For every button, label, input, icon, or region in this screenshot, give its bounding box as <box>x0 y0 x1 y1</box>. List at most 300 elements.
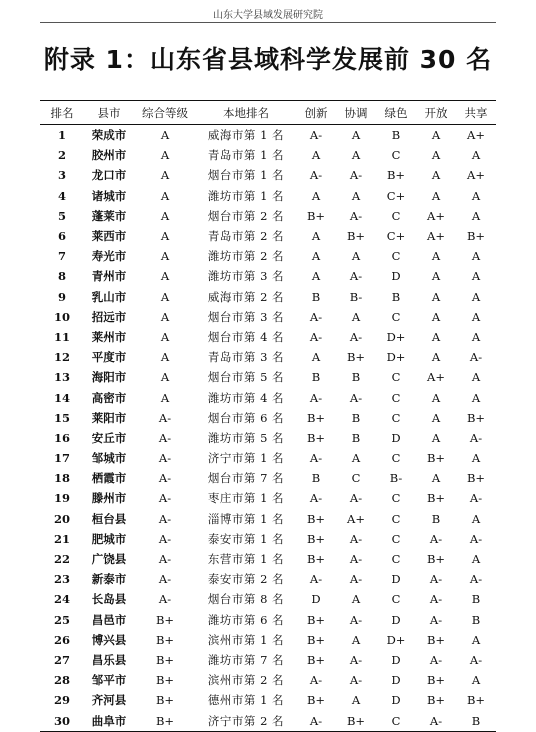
header-green: 绿色 <box>376 101 416 125</box>
rank-cell: 22 <box>53 552 70 567</box>
county-cell: 新泰市 <box>91 572 127 587</box>
county-cell: 广饶县 <box>91 552 127 567</box>
coordination-cell: A- <box>349 612 363 627</box>
rank-cell: 2 <box>57 148 66 163</box>
coordination-cell: B+ <box>346 229 366 244</box>
county-cell: 昌邑市 <box>91 612 127 627</box>
local-rank-cell: 青岛市第 3 名 <box>207 350 285 365</box>
sharing-cell: A- <box>469 572 483 587</box>
header-sharing: 共享 <box>456 101 496 125</box>
openness-cell: A- <box>429 592 443 607</box>
green-cell: C <box>391 531 401 546</box>
local-rank-cell: 烟台市第 4 名 <box>207 329 285 344</box>
header-rank: 排名 <box>40 101 84 125</box>
county-cell: 博兴县 <box>91 632 127 647</box>
county-cell: 桓台县 <box>91 511 127 526</box>
green-cell: D <box>391 572 401 587</box>
overall-grade-cell: B+ <box>155 612 175 627</box>
sharing-cell: A- <box>469 531 483 546</box>
openness-cell: B+ <box>426 693 446 708</box>
county-cell: 昌乐县 <box>91 652 127 667</box>
local-rank-cell: 烟台市第 2 名 <box>207 208 285 223</box>
local-rank-cell: 东营市第 1 名 <box>207 552 285 567</box>
overall-grade-cell: A- <box>158 592 172 607</box>
rank-cell: 20 <box>53 511 70 526</box>
county-cell: 肥城市 <box>91 531 127 546</box>
coordination-cell: A- <box>349 572 363 587</box>
green-cell: C <box>391 511 401 526</box>
innovation-cell: B <box>311 289 321 304</box>
openness-cell: A <box>431 410 441 425</box>
coordination-cell: A- <box>349 208 363 223</box>
overall-grade-cell: A- <box>158 451 172 466</box>
rank-cell: 8 <box>57 269 66 284</box>
local-rank-cell: 潍坊市第 7 名 <box>207 652 285 667</box>
local-rank-cell: 潍坊市第 2 名 <box>207 249 285 264</box>
sharing-cell: A <box>471 632 481 647</box>
green-cell: B- <box>389 471 403 486</box>
openness-cell: A <box>431 128 441 143</box>
overall-grade-cell: A <box>160 309 170 324</box>
green-cell: D <box>391 652 401 667</box>
table-row <box>40 509 496 529</box>
local-rank-cell: 德州市第 1 名 <box>207 693 285 708</box>
coordination-cell: A <box>351 451 361 466</box>
rank-cell: 25 <box>53 612 70 627</box>
overall-grade-cell: A <box>160 329 170 344</box>
sharing-cell: B+ <box>466 471 486 486</box>
openness-cell: A <box>431 430 441 445</box>
coordination-cell: A <box>351 309 361 324</box>
county-cell: 栖霞市 <box>91 471 127 486</box>
sharing-cell: A <box>471 249 481 264</box>
county-cell: 莱州市 <box>91 329 127 344</box>
rank-cell: 24 <box>53 592 70 607</box>
openness-cell: A <box>431 148 441 163</box>
table-row <box>40 690 496 710</box>
local-rank-cell: 滨州市第 2 名 <box>207 673 285 688</box>
table-row <box>40 246 496 266</box>
table-row <box>40 287 496 307</box>
local-rank-cell: 烟台市第 5 名 <box>207 370 285 385</box>
sharing-cell: A <box>471 208 481 223</box>
coordination-cell: B <box>351 430 361 445</box>
table-row <box>40 226 496 246</box>
green-cell: C <box>391 592 401 607</box>
innovation-cell: A- <box>309 168 323 183</box>
table-row <box>40 670 496 690</box>
county-cell: 长岛县 <box>91 592 127 607</box>
openness-cell: B <box>431 511 441 526</box>
openness-cell: A- <box>429 652 443 667</box>
openness-cell: A <box>431 471 441 486</box>
county-cell: 滕州市 <box>91 491 127 506</box>
county-cell: 邹平市 <box>91 673 127 688</box>
rank-cell: 15 <box>53 410 70 425</box>
table-row <box>40 125 496 146</box>
county-cell: 寿光市 <box>91 249 127 264</box>
overall-grade-cell: A <box>160 208 170 223</box>
county-cell: 荣成市 <box>91 128 127 143</box>
local-rank-cell: 烟台市第 7 名 <box>207 471 285 486</box>
overall-grade-cell: A- <box>158 572 172 587</box>
openness-cell: A <box>431 168 441 183</box>
coordination-cell: A- <box>349 652 363 667</box>
innovation-cell: A- <box>309 390 323 405</box>
coordination-cell: A <box>351 128 361 143</box>
local-rank-cell: 烟台市第 3 名 <box>207 309 285 324</box>
green-cell: D <box>391 269 401 284</box>
rank-cell: 5 <box>57 208 66 223</box>
innovation-cell: A <box>311 148 321 163</box>
overall-grade-cell: A- <box>158 410 172 425</box>
sharing-cell: A <box>471 451 481 466</box>
sharing-cell: A <box>471 552 481 567</box>
coordination-cell: A- <box>349 491 363 506</box>
overall-grade-cell: B+ <box>155 673 175 688</box>
openness-cell: A <box>431 188 441 203</box>
rank-cell: 29 <box>53 693 70 708</box>
rank-cell: 27 <box>53 652 70 667</box>
header-openness: 开放 <box>416 101 456 125</box>
openness-cell: A <box>431 289 441 304</box>
table-body <box>40 125 496 732</box>
openness-cell: B+ <box>426 673 446 688</box>
sharing-cell: A <box>471 390 481 405</box>
county-cell: 蓬莱市 <box>91 208 127 223</box>
sharing-cell: B <box>471 612 481 627</box>
green-cell: C <box>391 148 401 163</box>
openness-cell: B+ <box>426 491 446 506</box>
coordination-cell: A <box>351 188 361 203</box>
county-cell: 齐河县 <box>91 693 127 708</box>
table-row <box>40 206 496 226</box>
green-cell: C <box>391 309 401 324</box>
innovation-cell: A- <box>309 572 323 587</box>
openness-cell: B+ <box>426 632 446 647</box>
sharing-cell: A <box>471 309 481 324</box>
local-rank-cell: 枣庄市第 1 名 <box>207 491 285 506</box>
rank-cell: 9 <box>57 289 66 304</box>
sharing-cell: B+ <box>466 229 486 244</box>
rank-cell: 3 <box>57 168 66 183</box>
openness-cell: A- <box>429 612 443 627</box>
overall-grade-cell: A <box>160 188 170 203</box>
green-cell: D <box>391 430 401 445</box>
table-row <box>40 488 496 508</box>
table-row <box>40 428 496 448</box>
local-rank-cell: 滨州市第 1 名 <box>207 632 285 647</box>
innovation-cell: A- <box>309 309 323 324</box>
green-cell: D <box>391 673 401 688</box>
county-cell: 高密市 <box>91 390 127 405</box>
green-cell: B <box>391 289 401 304</box>
rank-cell: 26 <box>53 632 70 647</box>
sharing-cell: A <box>471 269 481 284</box>
coordination-cell: B+ <box>346 350 366 365</box>
sharing-cell: B+ <box>466 410 486 425</box>
table-row <box>40 650 496 670</box>
green-cell: D+ <box>386 329 406 344</box>
rank-cell: 23 <box>53 572 70 587</box>
table-row <box>40 347 496 367</box>
table-row <box>40 186 496 206</box>
green-cell: C <box>391 370 401 385</box>
innovation-cell: B+ <box>306 632 326 647</box>
table-row <box>40 327 496 347</box>
innovation-cell: A <box>311 269 321 284</box>
table-row <box>40 468 496 488</box>
coordination-cell: A+ <box>347 511 365 526</box>
table-row <box>40 387 496 407</box>
local-rank-cell: 济宁市第 1 名 <box>207 451 285 466</box>
green-cell: B <box>391 128 401 143</box>
overall-grade-cell: A- <box>158 430 172 445</box>
table-row <box>40 630 496 650</box>
local-rank-cell: 威海市第 1 名 <box>207 128 285 143</box>
local-rank-cell: 淄博市第 1 名 <box>207 511 285 526</box>
openness-cell: A- <box>429 531 443 546</box>
coordination-cell: B+ <box>336 710 376 731</box>
table-row <box>40 549 496 569</box>
table-row <box>40 307 496 327</box>
table-row <box>40 569 496 589</box>
page-title: 附录 1：山东省县域科学发展前 30 名 <box>43 45 493 74</box>
sharing-cell: A+ <box>467 168 485 183</box>
green-cell: C <box>391 552 401 567</box>
rank-cell: 4 <box>57 188 66 203</box>
overall-grade-cell: A- <box>158 531 172 546</box>
local-rank-cell: 青岛市第 1 名 <box>207 148 285 163</box>
innovation-cell: B+ <box>306 511 326 526</box>
county-cell: 邹城市 <box>91 451 127 466</box>
header-innovation: 创新 <box>296 101 336 125</box>
innovation-cell: A <box>311 188 321 203</box>
rank-cell: 11 <box>53 329 70 344</box>
rank-cell: 16 <box>53 430 70 445</box>
innovation-cell: A- <box>309 329 323 344</box>
green-cell: C <box>376 710 416 731</box>
coordination-cell: A <box>351 693 361 708</box>
county-cell: 青州市 <box>91 269 127 284</box>
sharing-cell: A <box>471 329 481 344</box>
local-rank-cell: 泰安市第 2 名 <box>207 572 285 587</box>
overall-grade-cell: A <box>160 229 170 244</box>
green-cell: C <box>391 491 401 506</box>
openness-cell: A <box>431 329 441 344</box>
rank-cell: 1 <box>57 128 66 143</box>
county-cell: 龙口市 <box>91 168 127 183</box>
rank-cell: 21 <box>53 531 70 546</box>
green-cell: D <box>391 612 401 627</box>
rank-cell: 10 <box>53 309 70 324</box>
sharing-cell: A- <box>469 491 483 506</box>
table-row <box>40 448 496 468</box>
coordination-cell: A <box>351 592 361 607</box>
overall-grade-cell: B+ <box>155 693 175 708</box>
overall-grade-cell: B+ <box>134 710 196 731</box>
green-cell: C+ <box>386 229 406 244</box>
openness-cell: A- <box>416 710 456 731</box>
innovation-cell: A <box>311 249 321 264</box>
header-coordination: 协调 <box>336 101 376 125</box>
local-rank-cell: 威海市第 2 名 <box>207 289 285 304</box>
coordination-cell: A <box>351 148 361 163</box>
coordination-cell: A- <box>349 168 363 183</box>
rank-cell: 19 <box>53 491 70 506</box>
openness-cell: A <box>431 249 441 264</box>
overall-grade-cell: B+ <box>155 652 175 667</box>
rank-cell: 12 <box>53 350 70 365</box>
openness-cell: B+ <box>426 451 446 466</box>
innovation-cell: B+ <box>306 208 326 223</box>
openness-cell: A+ <box>427 229 445 244</box>
table-row <box>40 367 496 387</box>
innovation-cell: B+ <box>306 652 326 667</box>
coordination-cell: A- <box>349 531 363 546</box>
rank-cell: 14 <box>53 390 70 405</box>
innovation-cell: A- <box>309 491 323 506</box>
openness-cell: A <box>431 309 441 324</box>
ranking-table <box>40 100 496 732</box>
overall-grade-cell: A- <box>158 491 172 506</box>
innovation-cell: A- <box>296 710 336 731</box>
table-row <box>40 610 496 630</box>
local-rank-cell: 烟台市第 1 名 <box>207 168 285 183</box>
county-cell: 曲阜市 <box>84 710 134 731</box>
innovation-cell: B+ <box>306 430 326 445</box>
overall-grade-cell: A <box>160 128 170 143</box>
coordination-cell: B <box>351 410 361 425</box>
overall-grade-cell: A <box>160 350 170 365</box>
county-cell: 胶州市 <box>91 148 127 163</box>
table-row <box>40 266 496 286</box>
sharing-cell: B+ <box>466 693 486 708</box>
green-cell: C <box>391 249 401 264</box>
innovation-cell: B+ <box>306 612 326 627</box>
county-cell: 平度市 <box>91 350 127 365</box>
green-cell: B+ <box>386 168 406 183</box>
coordination-cell: A- <box>349 390 363 405</box>
table-row <box>40 589 496 609</box>
innovation-cell: B+ <box>306 693 326 708</box>
table-row <box>40 145 496 165</box>
local-rank-cell: 青岛市第 2 名 <box>207 229 285 244</box>
coordination-cell: A <box>351 632 361 647</box>
green-cell: D <box>391 693 401 708</box>
local-rank-cell: 泰安市第 1 名 <box>207 531 285 546</box>
coordination-cell: A- <box>349 552 363 567</box>
county-cell: 莱阳市 <box>91 410 127 425</box>
green-cell: C <box>391 390 401 405</box>
rank-cell: 13 <box>53 370 70 385</box>
openness-cell: A <box>431 269 441 284</box>
overall-grade-cell: B+ <box>155 632 175 647</box>
sharing-cell: A <box>471 148 481 163</box>
local-rank-cell: 烟台市第 6 名 <box>207 410 285 425</box>
table-row <box>40 165 496 185</box>
overall-grade-cell: A- <box>158 511 172 526</box>
rank-cell: 28 <box>53 673 70 688</box>
sharing-cell: A- <box>469 350 483 365</box>
local-rank-cell: 潍坊市第 6 名 <box>207 612 285 627</box>
sharing-cell: B <box>471 592 481 607</box>
coordination-cell: B <box>351 370 361 385</box>
rank-cell: 17 <box>53 451 70 466</box>
green-cell: D+ <box>386 350 406 365</box>
innovation-cell: A <box>311 229 321 244</box>
sharing-cell: A <box>471 673 481 688</box>
header-overall-grade: 综合等级 <box>134 101 196 125</box>
county-cell: 招远市 <box>91 309 127 324</box>
rank-cell: 7 <box>57 249 66 264</box>
local-rank-cell: 潍坊市第 4 名 <box>207 390 285 405</box>
coordination-cell: A- <box>349 269 363 284</box>
innovation-cell: B+ <box>306 410 326 425</box>
openness-cell: A- <box>429 572 443 587</box>
openness-cell: A <box>431 390 441 405</box>
innovation-cell: B+ <box>306 552 326 567</box>
openness-cell: B+ <box>426 552 446 567</box>
local-rank-cell: 烟台市第 8 名 <box>207 592 285 607</box>
rank-cell: 6 <box>57 229 66 244</box>
rank-cell: 18 <box>53 471 70 486</box>
overall-grade-cell: A <box>160 269 170 284</box>
overall-grade-cell: A <box>160 249 170 264</box>
page-header: 山东大学县域发展研究院 <box>213 10 323 21</box>
county-cell: 诸城市 <box>91 188 127 203</box>
local-rank-cell: 潍坊市第 5 名 <box>207 430 285 445</box>
header-divider <box>40 22 496 23</box>
sharing-cell: A <box>471 289 481 304</box>
local-rank-cell: 潍坊市第 1 名 <box>207 188 285 203</box>
innovation-cell: B+ <box>306 531 326 546</box>
header-local-rank: 本地排名 <box>196 101 296 125</box>
coordination-cell: A- <box>349 329 363 344</box>
table-header-row <box>40 101 496 125</box>
sharing-cell: A <box>471 188 481 203</box>
county-cell: 安丘市 <box>91 430 127 445</box>
green-cell: C <box>391 208 401 223</box>
innovation-cell: B <box>311 471 321 486</box>
county-cell: 乳山市 <box>91 289 127 304</box>
local-rank-cell: 济宁市第 2 名 <box>196 710 296 731</box>
sharing-cell: A <box>471 370 481 385</box>
green-cell: D+ <box>386 632 406 647</box>
sharing-cell: B <box>456 710 496 731</box>
sharing-cell: A- <box>469 430 483 445</box>
green-cell: C+ <box>386 188 406 203</box>
overall-grade-cell: A <box>160 370 170 385</box>
sharing-cell: A- <box>469 652 483 667</box>
overall-grade-cell: A <box>160 148 170 163</box>
openness-cell: A <box>431 350 441 365</box>
innovation-cell: A- <box>309 673 323 688</box>
overall-grade-cell: A <box>160 168 170 183</box>
green-cell: C <box>391 410 401 425</box>
table-row <box>40 529 496 549</box>
county-cell: 海阳市 <box>91 370 127 385</box>
sharing-cell: A <box>471 511 481 526</box>
overall-grade-cell: A <box>160 289 170 304</box>
coordination-cell: A <box>351 249 361 264</box>
coordination-cell: C <box>351 471 361 486</box>
coordination-cell: B- <box>349 289 363 304</box>
innovation-cell: A- <box>309 451 323 466</box>
innovation-cell: A- <box>309 128 323 143</box>
green-cell: C <box>391 451 401 466</box>
innovation-cell: D <box>311 592 321 607</box>
